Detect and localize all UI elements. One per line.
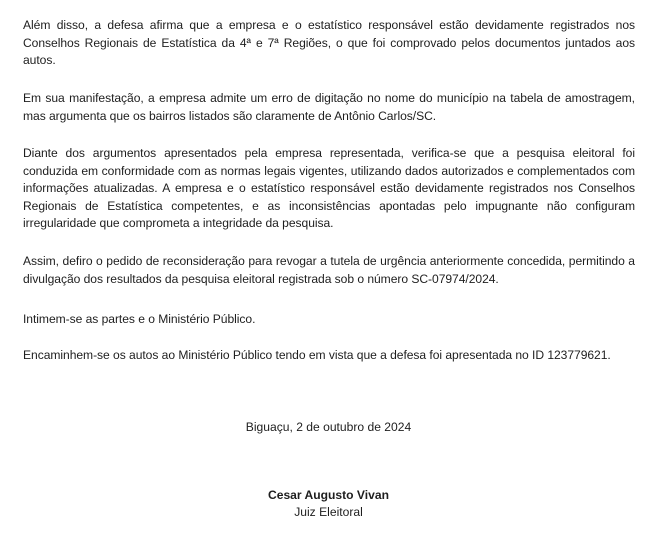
paragraph-forward-records: Encaminhem-se os autos ao Ministério Público tendo em vista que a defesa foi apresentada no ID 123779621. [23,348,611,362]
paragraph-registration: Além disso, a defesa afirma que a empresa e o estatístico responsável estão devidamente registrados nos Conselhos Regionais de Estatística da 4ª e 7ª Regiões, o que foi comprovado pelos documentos juntados aos autos. [23,18,635,67]
paragraph-analysis: Diante dos argumentos apresentados pela empresa representada, verifica-se que a pesquisa eleitoral foi conduzida em conformidade com as normas legais vigentes, utilizando dados autorizados e complementados com informações atualizadas. A empresa e o estatístico responsável estão devidamente registrados nos Conselhos Regionais de Estatística competentes, e as inconsistências apontadas pelo impugnante não configuram irregularidade que comprometa a integridade da pesquisa. [23,146,635,230]
place-date: Biguaçu, 2 de outubro de 2024 [245,420,412,434]
signer-name: Cesar Augusto Vivan [268,488,389,502]
signature-block [0,487,657,521]
signer-role: Juiz Eleitoral [294,505,363,519]
paragraph-typo-admission: Em sua manifestação, a empresa admite um erro de digitação no nome do município na tabela de amostragem, mas argumenta que os bairros listados são claramente de Antônio Carlos/SC. [23,91,635,123]
paragraph-decision: Assim, defiro o pedido de reconsideração para revogar a tutela de urgência anteriormente concedida, permitindo a divulgação dos resultados da pesquisa eleitoral registrada sob o número SC-07974/2024. [23,254,635,286]
paragraph-notify-parties: Intimem-se as partes e o Ministério Público. [23,312,256,326]
